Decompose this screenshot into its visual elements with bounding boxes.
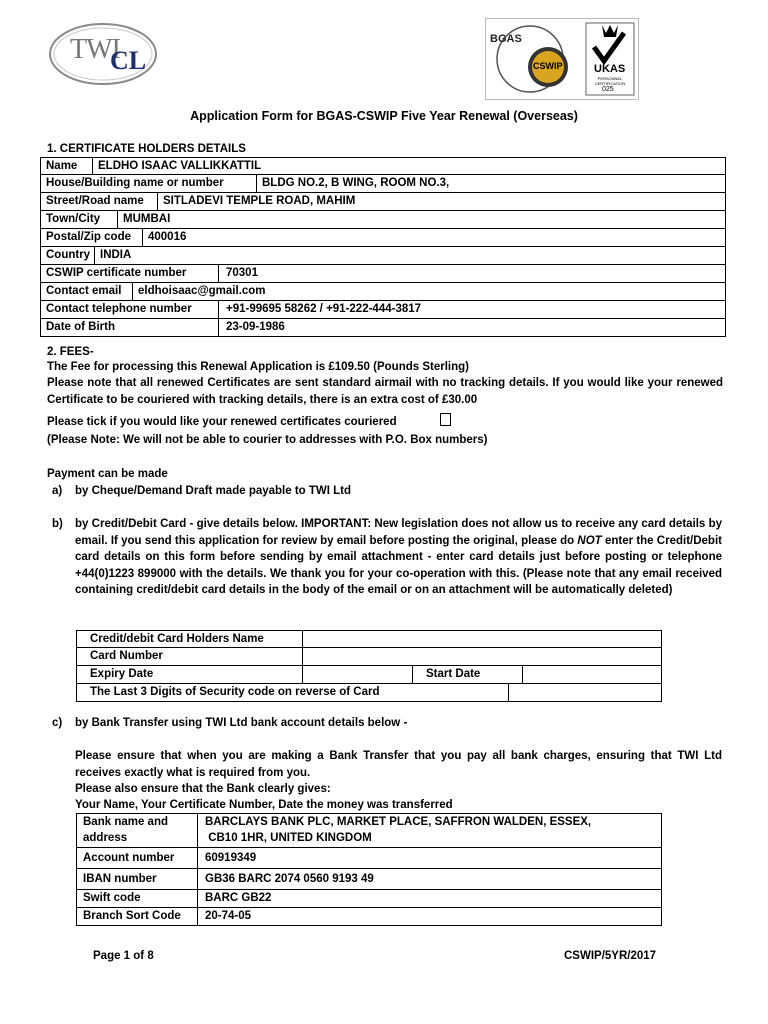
option-c-text: by Bank Transfer using TWI Ltd bank account details below -	[75, 717, 408, 729]
bank-value: 20-74-05	[205, 910, 252, 922]
po-box-note: (Please Note: We will not be able to courier to addresses with P.O. Box numbers)	[47, 434, 488, 446]
bank-value: GB36 BARC 2074 0560 9193 49	[205, 873, 374, 885]
holder-label: Street/Road name	[41, 193, 158, 210]
table-row	[77, 684, 661, 701]
courier-checkbox[interactable]	[440, 413, 451, 426]
holder-label: Contact email	[41, 283, 133, 300]
holder-value[interactable]: 400016	[148, 231, 187, 243]
table-row	[41, 175, 725, 193]
bank-value	[198, 814, 591, 847]
card-holder-name-label: Credit/debit Card Holders Name	[77, 631, 303, 647]
expiry-date-label: Expiry Date	[77, 666, 303, 683]
bank-value-line-1: BARCLAYS BANK PLC, MARKET PLACE, SAFFRON WALDEN, ESSEX,	[205, 816, 592, 828]
page-number: Page 1 of 8	[93, 950, 154, 962]
table-row	[77, 869, 661, 890]
table-row	[77, 648, 661, 666]
holder-value[interactable]: 70301	[226, 267, 258, 279]
card-number-field[interactable]	[303, 648, 661, 665]
courier-tick-row	[47, 413, 451, 430]
form-title: Application Form for BGAS-CSWIP Five Year Renewal (Overseas)	[190, 109, 578, 123]
table-row	[41, 301, 725, 319]
holder-label: Postal/Zip code	[41, 229, 143, 246]
option-b-text	[75, 516, 722, 599]
option-b-not: NOT	[577, 534, 602, 547]
holder-value[interactable]: 23-09-1986	[226, 321, 285, 333]
table-row	[41, 193, 725, 211]
form-code: CSWIP/5YR/2017	[564, 950, 657, 962]
ukas-number: 025	[602, 86, 614, 93]
holder-label: CSWIP certificate number	[41, 265, 219, 282]
table-row	[41, 247, 725, 265]
option-a-text: by Cheque/Demand Draft made payable to TWI Ltd	[75, 485, 352, 497]
section2-heading: 2. FEES-	[47, 346, 94, 358]
bank-value: 60919349	[205, 852, 257, 864]
table-row	[77, 666, 661, 684]
table-row	[77, 890, 661, 908]
holder-value[interactable]: MUMBAI	[123, 213, 171, 225]
security-code-label: The Last 3 Digits of Security code on reverse of Card	[77, 684, 509, 701]
holder-label: Town/City	[41, 211, 118, 228]
option-b-text-2: enter the Credit/Debit card details on this form before sending by email attachment - enter card details just before posting or telephone +44(0)1223 899000 with the details. We thank you for your co-operation with this. (Please note that any email received containing credit/debit card details in the body of the email or on an attachment will be automatically deleted)	[75, 534, 722, 596]
option-a-letter: a)	[52, 485, 63, 497]
option-b-text-1: by Credit/Debit Card - give details below. IMPORTANT: New legislation does not allow us to receive any card details by email. If you send this application for review by email before posting the original, please do	[75, 518, 722, 547]
start-date-field[interactable]	[523, 666, 661, 683]
cswip-text: CSWIP	[533, 61, 563, 71]
logo-twi-text: TWI	[70, 34, 120, 65]
holder-label: House/Building name or number	[41, 175, 257, 192]
card-holder-name-field[interactable]	[303, 631, 661, 647]
expiry-date-field[interactable]	[303, 666, 413, 683]
courier-tick-label: Please tick if you would like your renewed certificates couriered	[47, 416, 397, 428]
holder-label: Name	[41, 158, 93, 174]
security-code-field[interactable]	[509, 684, 661, 701]
table-row	[77, 631, 661, 648]
holder-label: Contact telephone number	[41, 301, 219, 318]
table-row	[41, 265, 725, 283]
option-c-letter: c)	[52, 717, 63, 729]
bank-label: IBAN number	[77, 869, 198, 889]
holder-label: Country	[41, 247, 95, 264]
bank-label: Branch Sort Code	[77, 908, 198, 925]
table-row	[41, 319, 725, 336]
certification-logos	[485, 18, 639, 100]
table-row	[41, 229, 725, 247]
bank-label: Swift code	[77, 890, 198, 907]
holder-value[interactable]: BLDG NO.2, B WING, ROOM NO.3,	[262, 177, 450, 189]
ukas-sub-text: PERSONNEL CERTIFICATION	[594, 76, 626, 86]
table-row	[77, 908, 661, 925]
bgas-text: BGAS	[490, 33, 522, 45]
fee-text: The Fee for processing this Renewal Application is £109.50 (Pounds Sterling)	[47, 361, 469, 373]
holder-value[interactable]: eldhoisaac@gmail.com	[138, 285, 266, 297]
bank-value-line-2: CB10 1HR, UNITED KINGDOM	[205, 832, 372, 844]
holder-details-table	[40, 157, 726, 337]
courier-note: Please note that all renewed Certificates are sent standard airmail with no tracking details. If you would like your renewed Certificate to be couriered with tracking details, there is an extra cost of £30.00	[47, 377, 723, 406]
table-row	[41, 283, 725, 301]
card-number-label: Card Number	[77, 648, 303, 665]
section1-heading: 1. CERTIFICATE HOLDERS DETAILS	[47, 143, 246, 155]
start-date-label: Start Date	[413, 666, 523, 683]
twi-logo	[48, 22, 158, 86]
ukas-text: UKAS	[594, 63, 626, 75]
holder-value[interactable]: +91-99695 58262 / +91-222-444-3817	[226, 303, 422, 315]
holder-value[interactable]: SITLADEVI TEMPLE ROAD, MAHIM	[163, 195, 356, 207]
bank-charges-text: Please ensure that when you are making a Bank Transfer that you pay all bank charges, ensuring that TWI Ltd receives exactly what is required from you.	[75, 750, 722, 779]
table-row	[77, 814, 661, 848]
table-row	[41, 158, 725, 175]
option-b-letter: b)	[52, 518, 63, 530]
bank-label: Bank name and address	[77, 814, 198, 847]
bank-details-table	[76, 813, 662, 926]
holder-value[interactable]: ELDHO ISAAC VALLIKKATTIL	[98, 160, 262, 172]
table-row	[41, 211, 725, 229]
bank-gives-text: Please also ensure that the Bank clearly gives:	[75, 783, 331, 795]
bank-label: Account number	[77, 848, 198, 868]
bank-gives-items: Your Name, Your Certificate Number, Date the money was transferred	[75, 799, 453, 811]
holder-value[interactable]: INDIA	[100, 249, 132, 261]
logo-cl-text: CL	[110, 46, 147, 75]
payment-intro: Payment can be made	[47, 468, 168, 480]
holder-label: Date of Birth	[41, 319, 219, 336]
card-details-table	[76, 630, 662, 702]
bank-value: BARC GB22	[205, 892, 272, 904]
table-row	[77, 848, 661, 869]
